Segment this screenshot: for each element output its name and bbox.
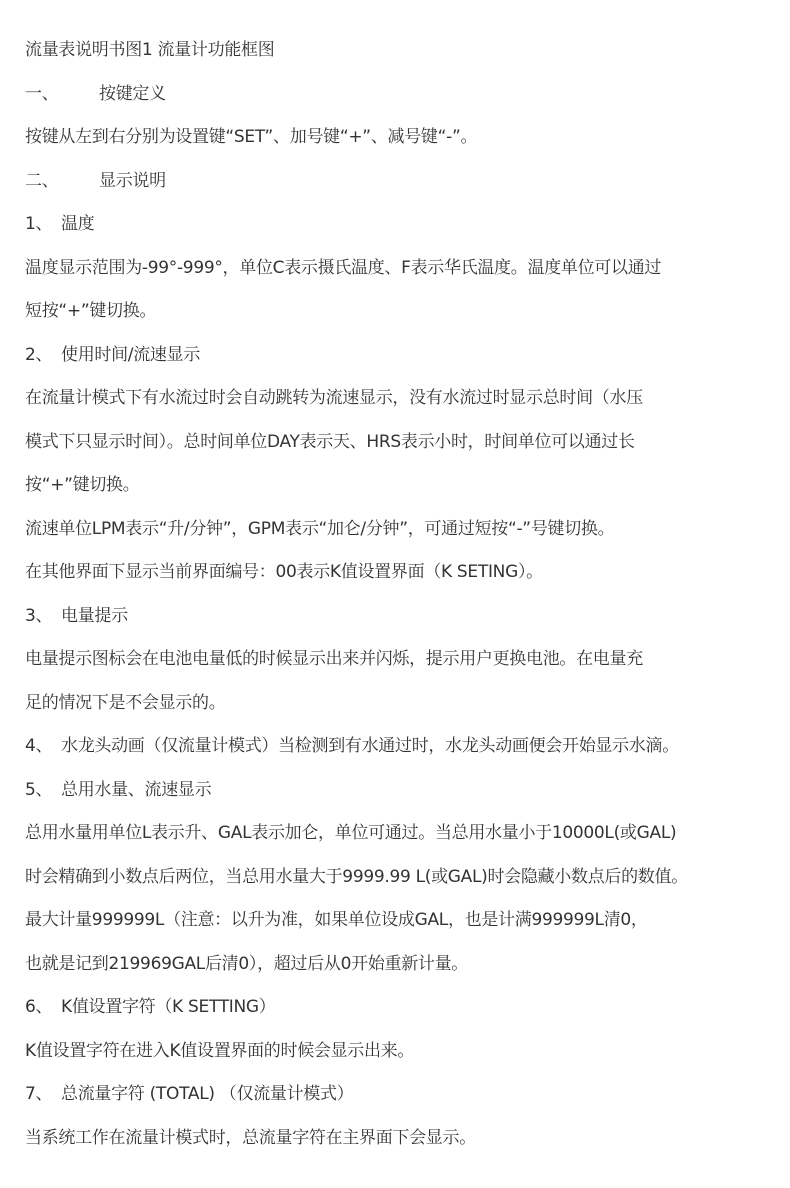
paragraph-line: 温度显示范围为-99°-999°，单位C表示摄氏温度、F表示华氏温度。温度单位可以通过 [25,258,662,278]
section-number: 一、 [25,84,59,104]
paragraph-line: 足的情况下是不会显示的。 [25,693,226,713]
item-heading-total-water [25,778,780,802]
paragraph-line: 模式下只显示时间）。总时间单位DAY表示天、HRS表示小时，时间单位可以通过长 [25,432,635,452]
item-heading-battery [25,604,780,628]
item-heading-k-setting [25,995,780,1019]
paragraph-line: 总用水量用单位L表示升、GAL表示加仑，单位可通过。当总用水量小于10000L(或GAL) [25,823,677,843]
item-number: 5、 [25,780,53,800]
paragraph-line: 短按“+”键切换。 [25,301,157,321]
item-number: 6、 [25,997,53,1017]
section-heading-keys [25,82,780,106]
paragraph-line: 电量提示图标会在电池电量低的时候显示出来并闪烁，提示用户更换电池。在电量充 [25,649,643,669]
item-label: 温度 [61,214,95,234]
paragraph-line: 时会精确到小数点后两位，当总用水量大于9999.99 L(或GAL)时会隐藏小数点后的数值。 [25,867,688,887]
item-label: 使用时间/流速显示 [61,345,201,365]
item-heading-temperature [25,212,780,236]
item-label: 总流量字符 (TOTAL) （仅流量计模式） [61,1084,354,1104]
item-number: 4、 [25,736,53,756]
section-label: 按键定义 [99,84,166,104]
paragraph-line: 按“+”键切换。 [25,475,140,495]
item-label: 总用水量、流速显示 [61,780,212,800]
paragraph-line: 最大计量999999L（注意：以升为准，如果单位设成GAL，也是计满999999L清0， [25,910,648,930]
item-label: K值设置字符（K SETTING） [61,997,276,1017]
item-label: 水龙头动画（仅流量计模式）当检测到有水通过时，水龙头动画便会开始显示水滴。 [61,736,679,756]
paragraph-line: 也就是记到219969GAL后清0），超过后从0开始重新计量。 [25,954,469,974]
paragraph-line: 当系统工作在流量计模式时，总流量字符在主界面下会显示。 [25,1128,476,1148]
section-heading-display [25,169,780,193]
item-number: 1、 [25,214,53,234]
document-title: 流量表说明书图1 流量计功能框图 [25,40,275,60]
item-number: 7、 [25,1084,53,1104]
paragraph-line: K值设置字符在进入K值设置界面的时候会显示出来。 [25,1041,415,1061]
section-label: 显示说明 [99,171,166,191]
item-heading-total-char [25,1082,780,1106]
paragraph-key-definition: 按键从左到右分别为设置键“SET”、加号键“+”、减号键“-”。 [25,127,478,147]
item-number: 2、 [25,345,53,365]
item-heading-faucet [25,734,780,758]
item-label: 电量提示 [61,606,128,626]
paragraph-line: 流速单位LPM表示“升/分钟”，GPM表示“加仑/分钟”，可通过短按“-”号键切换。 [25,519,615,539]
paragraph-line: 在其他界面下显示当前界面编号：00表示K值设置界面（K SETING）。 [25,562,543,582]
item-number: 3、 [25,606,53,626]
section-number: 二、 [25,171,59,191]
item-heading-time-speed [25,343,780,367]
paragraph-line: 在流量计模式下有水流过时会自动跳转为流速显示，没有水流过时显示总时间（水压 [25,388,643,408]
